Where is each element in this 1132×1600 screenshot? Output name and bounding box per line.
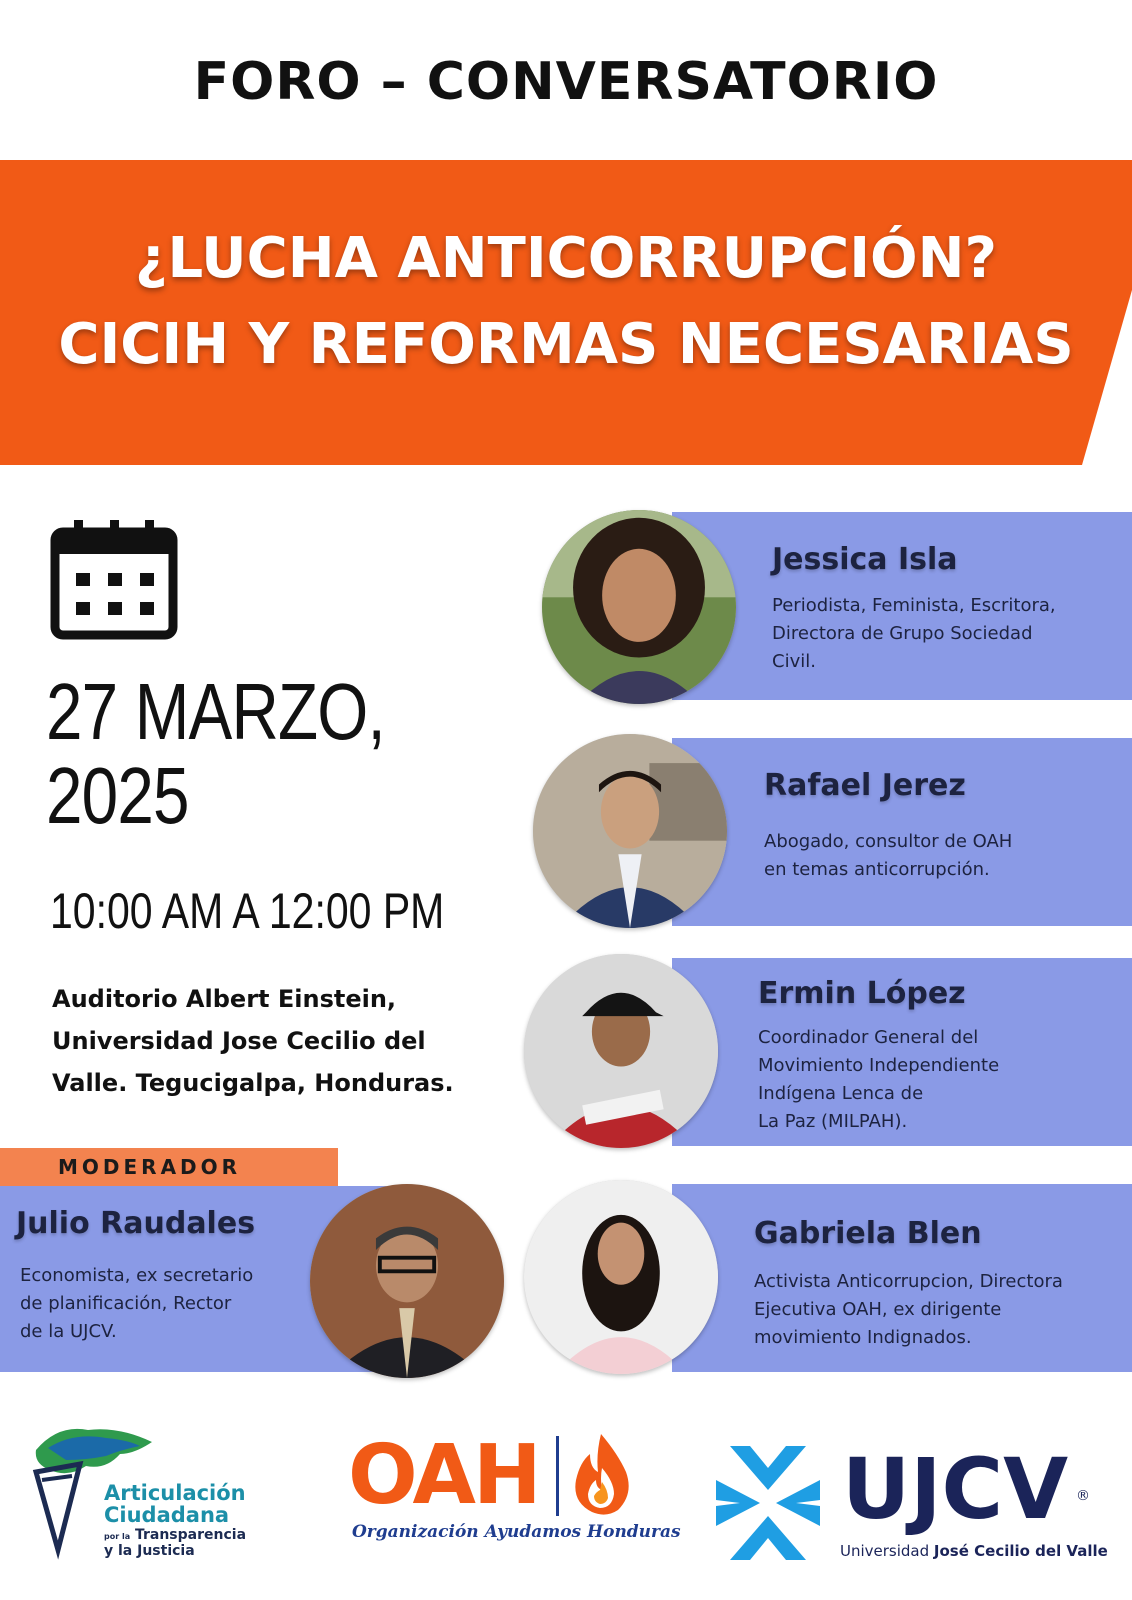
speaker-photo-2 — [533, 734, 727, 928]
moderator-desc — [20, 1262, 320, 1346]
speaker-desc-4-line-3: movimiento Indignados. — [754, 1327, 972, 1348]
speaker-desc-1-line-1: Periodista, Feminista, Escritora, — [772, 595, 1056, 616]
ujcv-logo-subtext — [840, 1542, 1108, 1560]
calendar-icon — [50, 518, 178, 640]
speaker-desc-2-line-2: en temas anticorrupción. — [764, 859, 990, 880]
articulacion-line-4: y la Justicia — [104, 1543, 195, 1559]
event-venue — [52, 978, 522, 1104]
flame-icon — [566, 1432, 636, 1516]
banner-line-2: CICIH Y REFORMAS NECESARIAS — [58, 312, 1074, 377]
ujcv-registered-mark: ® — [1076, 1488, 1090, 1504]
articulacion-line-1: Articulación — [104, 1481, 246, 1505]
speaker-name-4: Gabriela Blen — [754, 1216, 982, 1251]
speaker-desc-1 — [772, 592, 1122, 676]
oah-logo-subtext: Organización Ayudamos Honduras — [352, 1522, 681, 1542]
event-date — [46, 667, 399, 840]
banner-line-1: ¿LUCHA ANTICORRUPCIÓN? — [134, 226, 998, 291]
venue-line-2: Universidad Jose Cecilio del — [52, 1027, 426, 1055]
ujcv-sub-bold: José Cecilio del Valle — [933, 1542, 1108, 1560]
speaker-desc-1-line-3: Civil. — [772, 651, 816, 672]
venue-line-1: Auditorio Albert Einstein, — [52, 985, 397, 1013]
speaker-desc-4-line-2: Ejecutiva OAH, ex dirigente — [754, 1299, 1002, 1320]
speaker-name-1: Jessica Isla — [772, 542, 958, 577]
articulacion-line-2: Ciudadana — [104, 1503, 230, 1527]
articulacion-logo-subtext — [104, 1528, 246, 1559]
articulacion-line-3b: Transparencia — [134, 1527, 247, 1543]
ujcv-emblem-icon — [712, 1440, 824, 1566]
moderator-tag: MODERADOR — [0, 1148, 338, 1186]
speaker-desc-1-line-2: Directora de Grupo Sociedad — [772, 623, 1033, 644]
speaker-desc-2-line-1: Abogado, consultor de OAH — [764, 831, 1013, 852]
event-date-line-1: 27 MARZO, — [46, 667, 385, 756]
forum-title: FORO – CONVERSATORIO — [193, 52, 939, 112]
speaker-desc-4 — [754, 1268, 1126, 1352]
speaker-name-2: Rafael Jerez — [764, 768, 966, 803]
moderator-name: Julio Raudales — [16, 1206, 256, 1241]
speaker-desc-3 — [758, 1024, 1108, 1136]
articulacion-logo-text — [104, 1482, 246, 1526]
speaker-desc-2 — [764, 828, 1114, 884]
moderator-photo — [310, 1184, 504, 1378]
event-time: 10:00 AM A 12:00 PM — [50, 883, 445, 939]
oah-logo-letters: OAH — [348, 1428, 539, 1523]
speaker-desc-3-line-3: Indígena Lenca de — [758, 1083, 924, 1104]
articulacion-line-3a: por la — [104, 1532, 131, 1541]
speaker-desc-3-line-1: Coordinador General del — [758, 1027, 979, 1048]
moderator-desc-line-1: Economista, ex secretario — [20, 1265, 254, 1286]
oah-logo-divider — [556, 1436, 559, 1516]
speaker-photo-3 — [524, 954, 718, 1148]
speaker-desc-4-line-1: Activista Anticorrupcion, Directora — [754, 1271, 1063, 1292]
speaker-photo-4 — [524, 1180, 718, 1374]
speaker-desc-3-line-4: La Paz (MILPAH). — [758, 1111, 908, 1132]
ujcv-logo-letters: UJCV — [842, 1440, 1069, 1538]
event-date-line-2: 2025 — [46, 751, 189, 840]
moderator-desc-line-3: de la UJCV. — [20, 1321, 117, 1342]
speaker-photo-1 — [542, 510, 736, 704]
ujcv-sub-prefix: Universidad — [840, 1542, 934, 1560]
venue-line-3: Valle. Tegucigalpa, Honduras. — [52, 1069, 454, 1097]
speaker-desc-3-line-2: Movimiento Independiente — [758, 1055, 1000, 1076]
speaker-name-3: Ermin López — [758, 976, 966, 1011]
moderator-desc-line-2: de planificación, Rector — [20, 1293, 232, 1314]
